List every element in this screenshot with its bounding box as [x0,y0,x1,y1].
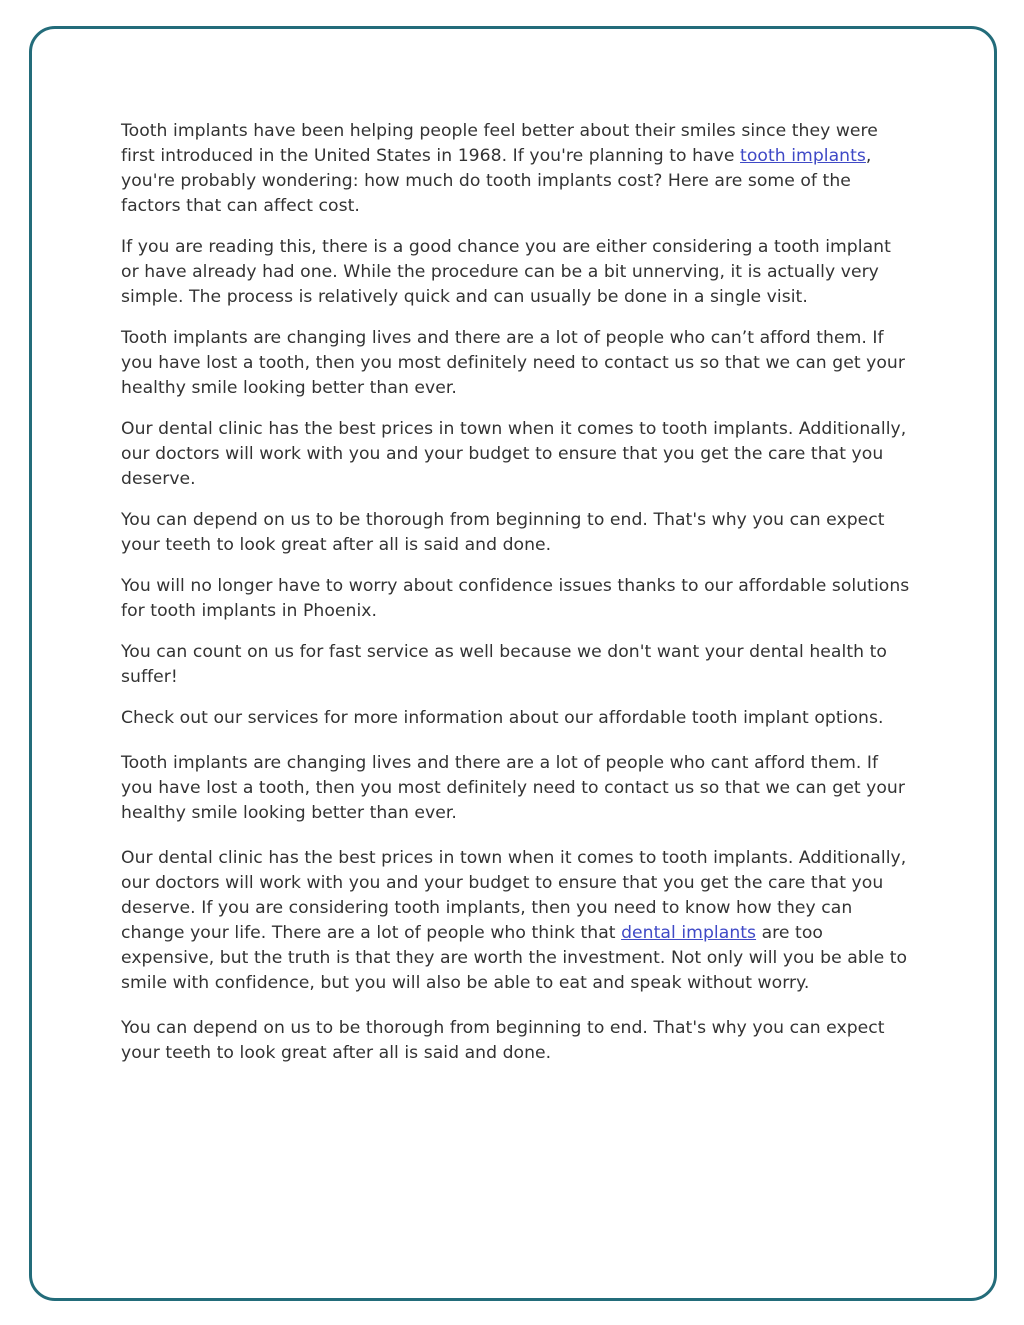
paragraph-6 [121,574,911,624]
paragraph-text: Our dental clinic has the best prices in town when it comes to tooth implants. Additionally, our doctors will work with you and your budget to ensure that you get the care that you deserve. If you are considering tooth implants, then you need to know how they can change your life. There are a lot of people who think that [121,848,907,943]
paragraph-text: , you're probably wondering: how much do tooth implants cost? Here are some of the factors that can affect cost. [121,146,872,216]
paragraph-2 [121,235,911,310]
paragraph-text: Tooth implants have been helping people feel better about their smiles since they were first introduced in the United States in 1968. If you're planning to have [121,121,878,166]
paragraph-text: You will no longer have to worry about confidence issues thanks to our affordable solutions for tooth implants in Phoenix. [121,576,910,621]
paragraph-text: Our dental clinic has the best prices in town when it comes to tooth implants. Additionally, our doctors will work with you and your budget to ensure that you get the care that you deserve. [121,419,907,489]
paragraph-text: You can count on us for fast service as well because we don't want your dental health to suffer! [121,642,887,687]
paragraph-text: Tooth implants are changing lives and there are a lot of people who cant afford them. If you have lost a tooth, then you most definitely need to contact us so that we can get your healthy smile looking better than ever. [121,753,905,823]
paragraph-8 [121,706,911,731]
dental-implants-link[interactable]: dental implants [621,923,757,943]
tooth-implants-link[interactable]: tooth implants [740,146,866,166]
paragraph-text: You can depend on us to be thorough from beginning to end. That's why you can expect your teeth to look great after all is said and done. [121,1018,885,1063]
paragraph-9 [121,751,911,826]
paragraph-text: You can depend on us to be thorough from beginning to end. That's why you can expect your teeth to look great after all is said and done. [121,510,885,555]
paragraph-3 [121,326,911,401]
article-body [121,119,911,1082]
paragraph-text: If you are reading this, there is a good chance you are either considering a tooth implant or have already had one. While the procedure can be a bit unnerving, it is actually very simple. The process is relatively quick and can usually be done in a single visit. [121,237,891,307]
paragraph-text: Tooth implants are changing lives and there are a lot of people who can’t afford them. If you have lost a tooth, then you most definitely need to contact us so that we can get your healthy smile looking better than ever. [121,328,905,398]
paragraph-10 [121,846,911,996]
paragraph-1 [121,119,911,219]
paragraph-4 [121,417,911,492]
paragraph-11 [121,1016,911,1066]
paragraph-text: Check out our services for more information about our affordable tooth implant options. [121,708,884,728]
paragraph-text: are too expensive, but the truth is that they are worth the investment. Not only will you be able to smile with confidence, but you will also be able to eat and speak without worry. [121,923,908,993]
paragraph-5 [121,508,911,558]
paragraph-7 [121,640,911,690]
